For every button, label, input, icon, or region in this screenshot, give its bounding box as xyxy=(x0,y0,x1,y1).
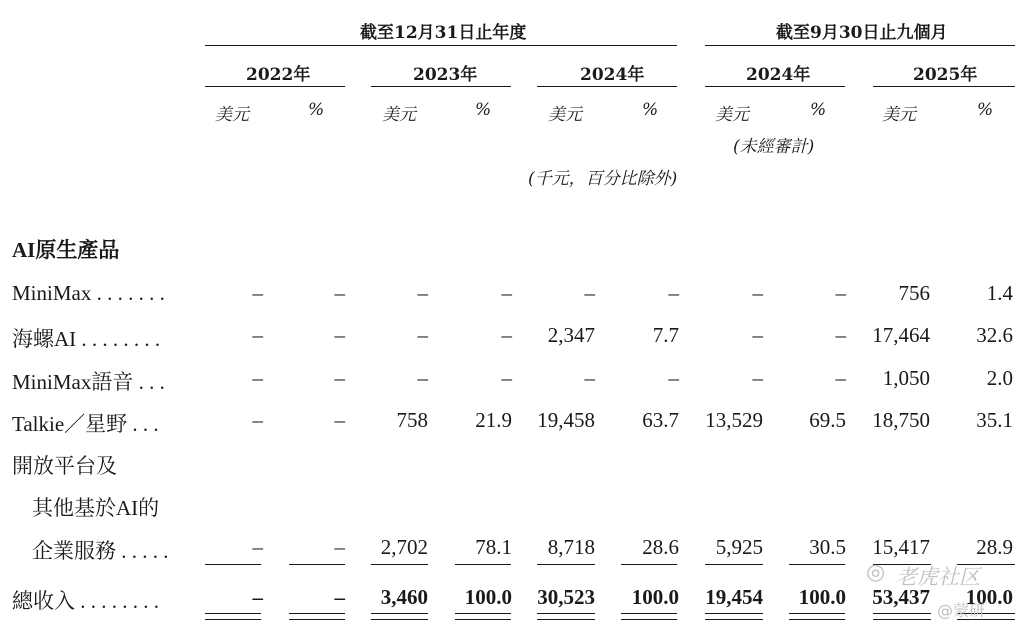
total-double-rule xyxy=(537,613,595,620)
unit-pct-2024: % xyxy=(642,100,659,120)
total-cell: – xyxy=(334,585,345,609)
cell: – xyxy=(252,535,263,559)
cell: – xyxy=(752,281,763,305)
cell: – xyxy=(835,281,846,305)
cell: 756 xyxy=(898,281,930,305)
total-double-rule xyxy=(371,613,428,620)
row-label-open-platform-1: 開放平台及 xyxy=(12,454,117,478)
row-label-talkie: Talkie／星野 . . . xyxy=(12,412,159,436)
total-cell: 100.0 xyxy=(631,585,679,609)
subtotal-rule xyxy=(537,564,595,565)
total-double-rule xyxy=(289,613,345,620)
total-double-rule xyxy=(789,613,845,620)
total-cell: 100.0 xyxy=(798,585,846,609)
unit-pct-2025: % xyxy=(977,100,994,120)
cell: 63.7 xyxy=(642,408,679,432)
cell: 13,529 xyxy=(705,408,763,432)
cell: – xyxy=(417,281,428,305)
cell: – xyxy=(752,323,763,347)
cell: – xyxy=(501,281,512,305)
total-cell: 19,454 xyxy=(705,585,763,609)
unaudited-note: (未經審計) xyxy=(733,137,815,157)
cell: 2,702 xyxy=(380,535,428,559)
watermark-text: 老虎社区 xyxy=(896,565,980,589)
cell: – xyxy=(668,366,679,390)
cell: – xyxy=(668,281,679,305)
row-label-total: 總收入 . . . . . . . . xyxy=(12,589,159,613)
unit-usd-2022: 美元 xyxy=(215,105,249,125)
total-double-rule xyxy=(705,613,763,620)
year-rule-2025 xyxy=(873,86,1015,87)
total-double-rule xyxy=(621,613,677,620)
cell: 19,458 xyxy=(537,408,595,432)
section-title: AI原生產品 xyxy=(12,238,120,262)
cell: – xyxy=(252,323,263,347)
cell: 7.7 xyxy=(652,323,679,347)
cell: 21.9 xyxy=(475,408,512,432)
cell: – xyxy=(252,408,263,432)
year-header-2022: 2022年 xyxy=(246,65,311,85)
year-rule-2024-nine-months xyxy=(705,86,845,87)
cell: 18,750 xyxy=(872,408,930,432)
cell: – xyxy=(334,535,345,559)
unit-usd-2024-nine-months: 美元 xyxy=(715,105,749,125)
cell: 69.5 xyxy=(809,408,846,432)
unit-pct-2024-nine-months: % xyxy=(810,100,827,120)
cell: 758 xyxy=(396,408,428,432)
cell: – xyxy=(835,366,846,390)
cell: 2.0 xyxy=(986,366,1013,390)
year-rule-2022 xyxy=(205,86,345,87)
row-label-minimax-speech: MiniMax語音 . . . xyxy=(12,370,165,394)
unit-pct-2022: % xyxy=(308,100,325,120)
cell: 8,718 xyxy=(547,535,595,559)
watermark-logo-icon: ◎ xyxy=(866,560,886,585)
cell: 28.9 xyxy=(976,535,1013,559)
total-cell: – xyxy=(252,585,263,609)
total-double-rule xyxy=(455,613,511,620)
header-group-rule-2 xyxy=(705,45,1015,46)
subtotal-rule xyxy=(455,564,511,565)
cell: 78.1 xyxy=(475,535,512,559)
cell: – xyxy=(334,408,345,432)
total-cell: 53,437 xyxy=(872,585,930,609)
watermark-handle: @蒙研 xyxy=(937,601,986,620)
cell: 32.6 xyxy=(976,323,1013,347)
cell: 1,050 xyxy=(882,366,930,390)
cell: – xyxy=(835,323,846,347)
unit-usd-2023: 美元 xyxy=(382,105,416,125)
unit-pct-2023: % xyxy=(475,100,492,120)
subtotal-rule xyxy=(289,564,345,565)
year-header-2025: 2025年 xyxy=(913,65,978,85)
unit-usd-2025: 美元 xyxy=(882,105,916,125)
cell: – xyxy=(334,281,345,305)
cell: – xyxy=(584,281,595,305)
cell: – xyxy=(417,366,428,390)
cell: – xyxy=(252,281,263,305)
row-label-hailuo-ai: 海螺AI . . . . . . . . xyxy=(12,327,161,351)
cell: 17,464 xyxy=(872,323,930,347)
row-label-minimax: MiniMax . . . . . . . xyxy=(12,281,165,305)
cell: – xyxy=(584,366,595,390)
total-double-rule xyxy=(873,613,931,620)
header-group-rule-1 xyxy=(205,45,677,46)
cell: 5,925 xyxy=(715,535,763,559)
total-cell: 3,460 xyxy=(380,585,428,609)
year-rule-2023 xyxy=(371,86,511,87)
row-label-open-platform-3: 企業服務 . . . . . xyxy=(32,539,169,563)
subtotal-rule xyxy=(371,564,428,565)
subtotal-rule xyxy=(205,564,261,565)
unit-note: (千元，百分比除外) xyxy=(528,169,678,189)
cell: – xyxy=(417,323,428,347)
cell: – xyxy=(501,366,512,390)
cell: – xyxy=(334,366,345,390)
cell: 15,417 xyxy=(872,535,930,559)
cell: – xyxy=(252,366,263,390)
cell: – xyxy=(501,323,512,347)
year-header-2023: 2023年 xyxy=(413,65,478,85)
year-header-2024: 2024年 xyxy=(580,65,645,85)
subtotal-rule xyxy=(621,564,677,565)
cell: 35.1 xyxy=(976,408,1013,432)
cell: – xyxy=(334,323,345,347)
year-header-2024-nine-months: 2024年 xyxy=(746,65,811,85)
year-rule-2024 xyxy=(537,86,677,87)
total-cell: 100.0 xyxy=(965,585,1013,609)
subtotal-rule xyxy=(705,564,763,565)
total-double-rule xyxy=(205,613,261,620)
subtotal-rule xyxy=(789,564,845,565)
cell: – xyxy=(752,366,763,390)
cell: 28.6 xyxy=(642,535,679,559)
total-cell: 30,523 xyxy=(537,585,595,609)
total-cell: 100.0 xyxy=(464,585,512,609)
row-label-open-platform-2: 其他基於AI的 xyxy=(32,496,160,520)
header-group-fiscal-years: 截至12月31日止年度 xyxy=(360,23,527,43)
cell: 30.5 xyxy=(809,535,846,559)
cell: 2,347 xyxy=(547,323,595,347)
cell: 1.4 xyxy=(986,281,1013,305)
header-group-nine-months: 截至9月30日止九個月 xyxy=(776,23,948,43)
unit-usd-2024: 美元 xyxy=(548,105,582,125)
